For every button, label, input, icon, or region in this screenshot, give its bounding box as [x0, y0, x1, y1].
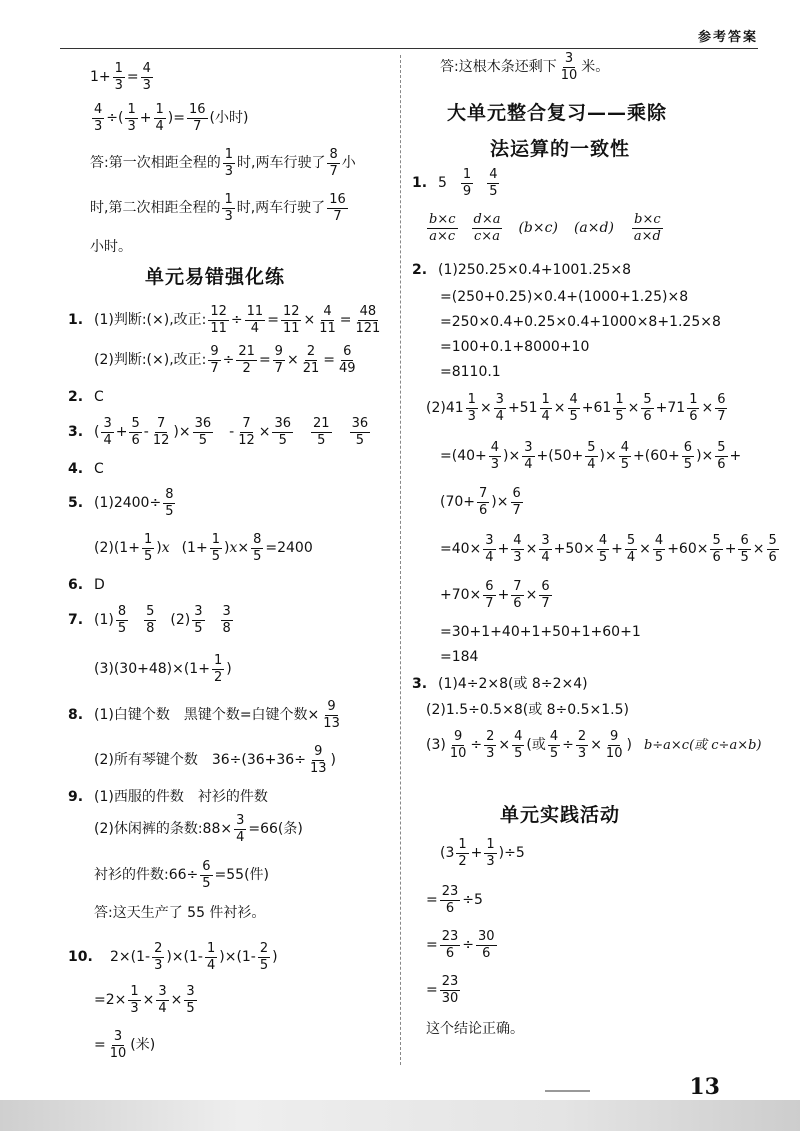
header-rule	[60, 48, 758, 49]
fraction: $\frac{23}{6}$	[441, 884, 459, 916]
fraction: $\frac{4}{5}$	[549, 729, 559, 761]
fraction: $\frac{5}{8}$	[146, 604, 155, 636]
question-6: 6. D	[68, 577, 105, 593]
fraction: $\frac{2}{21}$	[302, 344, 320, 376]
fraction: $\frac{1}{5}$	[211, 532, 220, 564]
fraction: $\frac{5}{6}$	[717, 440, 726, 472]
practice-line-1: (3 $\frac{1}{2}$ + $\frac{1}{3}$ )÷5	[440, 837, 525, 869]
fraction: $\frac{9}{10}$	[449, 729, 467, 761]
fraction: $\frac{4}{3}$	[142, 61, 151, 93]
fraction: $\frac{4}{5}$	[598, 533, 608, 565]
intro-line-5: 小时。	[90, 239, 132, 255]
fraction: $\frac{3}{4}$	[103, 416, 112, 448]
fraction: $\frac{23}{30}$	[441, 974, 459, 1006]
fraction: $\frac{7}{6}$	[479, 486, 488, 518]
fraction: $\frac{4}{3}$	[94, 102, 103, 134]
fraction: $\frac{2}{3}$	[486, 729, 495, 761]
question-9-line-4: 答:这天生产了 55 件衬衫。	[94, 905, 266, 921]
fraction: $\frac{3}{5}$	[186, 984, 195, 1016]
fraction: $\frac{11}{4}$	[246, 304, 264, 336]
fraction: $\frac{4}{3}$	[490, 440, 500, 472]
fraction: $\frac{3}{4}$	[524, 440, 533, 472]
column-divider	[400, 55, 401, 1065]
intro-line-4: 时,第二次相距全程的 $\frac{1}{3}$ 时,两车行驶了 $\frac{16}{7}$	[90, 192, 346, 224]
fraction: $\frac{12}{11}$	[210, 304, 227, 336]
section-title-error-practice: 单元易错强化练	[145, 266, 286, 288]
fraction: $\frac{9}{13}$	[323, 699, 340, 731]
fraction: $\frac{1}{9}$	[462, 167, 472, 199]
question-9-line-1: 9. (1)西服的件数 衬衫的件数	[68, 789, 268, 805]
fraction: $\frac{8}{7}$	[329, 147, 338, 179]
fraction: $\frac{21}{2}$	[238, 344, 255, 376]
right-question-3-line-3: (3) $\frac{9}{10}$ ÷ $\frac{2}{3}$ × $\frac{4}{5}$ (或 $\frac{4}{5}$ ÷ $\frac{2}{3}$ × $\frac{9}{10}$ ) b÷a×c(或 c÷a×b)	[426, 729, 762, 761]
fraction: $\frac{5}{6}$	[768, 533, 777, 565]
right-question-2-line-3: =250×0.4+0.25×0.4+1000×8+1.25×8	[440, 314, 721, 330]
fraction: $\frac{36}{5}$	[274, 416, 292, 448]
fraction: $\frac{5}{4}$	[587, 440, 596, 472]
question-10-line-1: 10. 2×(1- $\frac{2}{3}$ )×(1- $\frac{1}{4}$ )×(1- $\frac{2}{5}$ )	[68, 941, 278, 973]
fraction: $\frac{1}{5}$	[143, 532, 153, 564]
right-question-2-part-2-line-4: =40× $\frac{3}{4}$ + $\frac{4}{3}$ × $\frac{3}{4}$ +50× $\frac{4}{5}$ + $\frac{5}{4}$ × $\frac{4}{5}$ +60× $\frac{5}{6}$ + $\frac{6}{5}$ × $\frac{5}{6}$	[440, 533, 777, 565]
intro-line-1: 1+ $\frac{1}{3}$ = $\frac{4}{3}$	[90, 61, 151, 93]
fraction: $\frac{3}{10}$	[560, 51, 578, 83]
fraction: $\frac{6}{7}$	[512, 486, 521, 518]
fraction: $\frac{1}{3}$	[224, 147, 233, 179]
fraction: $\frac{1}{3}$	[486, 837, 495, 869]
fraction: $\frac{16}{7}$	[329, 192, 346, 224]
fraction: $\frac{1}{4}$	[206, 941, 216, 973]
fraction: $\frac{6}{7}$	[541, 579, 550, 611]
fraction: $\frac{3}{4}$	[495, 392, 504, 424]
fraction: $\frac{8}{5}$	[165, 487, 174, 519]
fraction: $\frac{4}{11}$	[319, 304, 336, 336]
fraction: $\frac{16}{7}$	[188, 102, 206, 134]
fraction: $\frac{9}{10}$	[605, 729, 623, 761]
fraction: $\frac{5}{6}$	[643, 392, 652, 424]
fraction: $\frac{b\times c}{a\times d}$	[633, 212, 661, 244]
fraction: $\frac{b\times c}{a\times c}$	[429, 212, 456, 244]
right-question-2-part-2-line-5: +70× $\frac{6}{7}$ + $\frac{7}{6}$ × $\frac{6}{7}$	[440, 579, 550, 611]
question-4: 4. C	[68, 461, 104, 477]
right-question-2-line-2: =(250+0.25)×0.4+(1000+1.25)×8	[440, 289, 689, 305]
practice-line-2: = $\frac{23}{6}$ ÷5	[426, 884, 483, 916]
practice-conclusion: 这个结论正确。	[426, 1021, 524, 1037]
fraction: $\frac{6}{5}$	[202, 859, 211, 891]
fraction: $\frac{6}{5}$	[740, 533, 749, 565]
fraction: $\frac{2}{3}$	[577, 729, 587, 761]
fraction: $\frac{9}{7}$	[274, 344, 283, 376]
right-question-3-line-1: 3. (1)4÷2×8(或 8÷2×4)	[412, 676, 588, 692]
fraction: $\frac{2}{5}$	[259, 941, 269, 973]
fraction: $\frac{48}{121}$	[355, 304, 381, 336]
question-7-line-2: (3)(30+48)×(1+ $\frac{1}{2}$ )	[94, 653, 232, 685]
intro-line-2: $\frac{4}{3}$ ÷( $\frac{1}{3}$ + $\frac{1}{4}$ )= $\frac{16}{7}$ (小时)	[94, 102, 249, 134]
question-10-line-2: =2× $\frac{1}{3}$ × $\frac{3}{4}$ × $\frac{3}{5}$	[94, 984, 195, 1016]
fraction: $\frac{5}{6}$	[712, 533, 721, 565]
fraction: $\frac{4}{5}$	[514, 729, 523, 761]
question-8-line-2: (2)所有琴键个数 36÷(36+36÷ $\frac{9}{13}$ )	[94, 744, 336, 776]
fraction: $\frac{36}{5}$	[194, 416, 212, 448]
question-1-line-2: (2)判断:(×),改正: $\frac{9}{7}$ ÷ $\frac{21}{2}$ = $\frac{9}{7}$ × $\frac{2}{21}$ = $\frac{6}{49}$	[94, 344, 356, 376]
right-question-2-line-1: 2. (1)250.25×0.4+1001.25×8	[412, 262, 632, 278]
fraction: $\frac{7}{12}$	[152, 416, 170, 448]
fraction: $\frac{6}{49}$	[338, 344, 356, 376]
right-question-2-line-4: =100+0.1+8000+10	[440, 339, 590, 355]
fraction: $\frac{1}{2}$	[458, 837, 467, 869]
fraction: $\frac{3}{4}$	[236, 813, 245, 845]
footer-strip	[0, 1100, 800, 1131]
fraction: $\frac{1}{5}$	[615, 392, 624, 424]
fraction: $\frac{21}{5}$	[313, 416, 330, 448]
fraction: $\frac{6}{7}$	[485, 579, 494, 611]
question-2: 2. C	[68, 389, 104, 405]
fraction: $\frac{3}{4}$	[485, 533, 494, 565]
fraction: $\frac{1}{3}$	[114, 61, 123, 93]
intro-line-3: 答:第一次相距全程的 $\frac{1}{3}$ 时,两车行驶了 $\frac{8}{7}$ 小	[90, 147, 356, 179]
fraction: $\frac{1}{2}$	[213, 653, 223, 685]
right-question-2-part-2-line-2: =(40+ $\frac{4}{3}$ )× $\frac{3}{4}$ +(50+ $\frac{5}{4}$ )× $\frac{4}{5}$ +(60+ $\frac{6}{5}$ )× $\frac{5}{6}$ +	[440, 440, 742, 472]
fraction: $\frac{3}{8}$	[222, 604, 231, 636]
right-question-2-line-5: =8110.1	[440, 364, 501, 380]
fraction: $\frac{4}{5}$	[489, 167, 498, 199]
fraction: $\frac{1}{3}$	[127, 102, 136, 134]
right-question-2-part-2-line-1: (2)41 $\frac{1}{3}$ × $\frac{3}{4}$ +51 $\frac{1}{4}$ × $\frac{4}{5}$ +61 $\frac{1}{5}$ × $\frac{5}{6}$ +71 $\frac{1}{6}$ × $\frac{6}{7}$	[426, 392, 726, 424]
fraction: $\frac{5}{4}$	[626, 533, 636, 565]
fraction: $\frac{3}{4}$	[541, 533, 550, 565]
section-title-unit-review-2: 法运算的一致性	[490, 138, 631, 160]
fraction: $\frac{36}{5}$	[351, 416, 369, 448]
fraction: $\frac{3}{5}$	[194, 604, 203, 636]
fraction: $\frac{1}{4}$	[155, 102, 164, 134]
question-3: 3. ( $\frac{3}{4}$ + $\frac{5}{6}$ - $\frac{7}{12}$ )× $\frac{36}{5}$ - $\frac{7}{12}$ × $\frac{36}{5}$ $\frac{21}{5}$ $\frac{36}{5}$	[68, 416, 369, 448]
header-label: 参考答案	[697, 30, 758, 45]
fraction: $\frac{1}{4}$	[541, 392, 550, 424]
fraction: $\frac{4}{3}$	[513, 533, 522, 565]
fraction: $\frac{23}{6}$	[441, 929, 459, 961]
fraction: $\frac{1}{3}$	[224, 192, 233, 224]
right-question-1-line-1: 1. 5 $\frac{1}{9}$ $\frac{4}{5}$	[412, 167, 498, 199]
fraction: $\frac{1}{3}$	[467, 392, 476, 424]
fraction: $\frac{4}{5}$	[569, 392, 578, 424]
footer-mark	[545, 1090, 590, 1092]
fraction: $\frac{7}{6}$	[513, 579, 522, 611]
fraction: $\frac{4}{5}$	[654, 533, 664, 565]
right-question-2-part-2-line-6: =30+1+40+1+50+1+60+1	[440, 624, 641, 640]
question-9-line-2: (2)休闲裤的条数:88× $\frac{3}{4}$ =66(条)	[94, 813, 303, 845]
question-5-line-2: (2)(1+ $\frac{1}{5}$ ) x (1+ $\frac{1}{5}$ ) x × $\frac{8}{5}$ =2400	[94, 532, 313, 564]
section-title-practice: 单元实践活动	[500, 804, 621, 826]
right-question-2-part-2-line-3: (70+ $\frac{7}{6}$ )× $\frac{6}{7}$	[440, 486, 521, 518]
right-question-3-line-2: (2)1.5÷0.5×8(或 8÷0.5×1.5)	[426, 702, 629, 718]
fraction: $\frac{8}{5}$	[117, 604, 127, 636]
question-10-line-3: = $\frac{3}{10}$ (米)	[94, 1029, 156, 1061]
right-question-2-part-2-line-7: =184	[440, 649, 479, 665]
question-5-line-1: 5. (1)2400÷ $\frac{8}{5}$	[68, 487, 174, 519]
fraction: $\frac{1}{3}$	[130, 984, 139, 1016]
fraction: $\frac{12}{11}$	[282, 304, 300, 336]
answer-top: 答:这根木条还剩下 $\frac{3}{10}$ 米。	[440, 51, 610, 83]
fraction: $\frac{9}{7}$	[210, 344, 219, 376]
fraction: $\frac{7}{12}$	[238, 416, 255, 448]
fraction: $\frac{3}{4}$	[158, 984, 167, 1016]
page-number: 13	[689, 1074, 720, 1100]
right-question-1-line-2: $\frac{b\times c}{a\times c}$ $\frac{d\times a}{c\times a}$ (b×c) (a×d) $\frac{b\times c}{a\times d}$	[429, 212, 661, 244]
fraction: $\frac{30}{6}$	[478, 929, 495, 961]
fraction: $\frac{4}{5}$	[620, 440, 630, 472]
practice-line-3: = $\frac{23}{6}$ ÷ $\frac{30}{6}$	[426, 929, 495, 961]
fraction: $\frac{1}{6}$	[689, 392, 698, 424]
question-8-line-1: 8. (1)白键个数 黑键个数=白键个数× $\frac{9}{13}$	[68, 699, 340, 731]
question-9-line-3: 衬衫的件数:66÷ $\frac{6}{5}$ =55(件)	[94, 859, 270, 891]
fraction: $\frac{6}{7}$	[717, 392, 726, 424]
fraction: $\frac{5}{6}$	[131, 416, 140, 448]
question-7-line-1: 7. (1) $\frac{8}{5}$ $\frac{5}{8}$ (2) $\frac{3}{5}$ $\frac{3}{8}$	[68, 604, 231, 636]
practice-line-4: = $\frac{23}{30}$	[426, 974, 459, 1006]
section-title-unit-review-1: 大单元整合复习——乘除	[447, 102, 668, 124]
fraction: $\frac{d\times a}{c\times a}$	[473, 212, 501, 244]
fraction: $\frac{2}{3}$	[154, 941, 163, 973]
fraction: $\frac{6}{5}$	[683, 440, 693, 472]
question-1-line-1: 1. (1)判断:(×),改正: $\frac{12}{11}$ ÷ $\frac{11}{4}$ = $\frac{12}{11}$ × $\frac{4}{11}$ = $\frac{48}{121}$	[68, 304, 381, 336]
fraction: $\frac{3}{10}$	[109, 1029, 127, 1061]
fraction: $\frac{9}{13}$	[309, 744, 327, 776]
fraction: $\frac{8}{5}$	[253, 532, 262, 564]
